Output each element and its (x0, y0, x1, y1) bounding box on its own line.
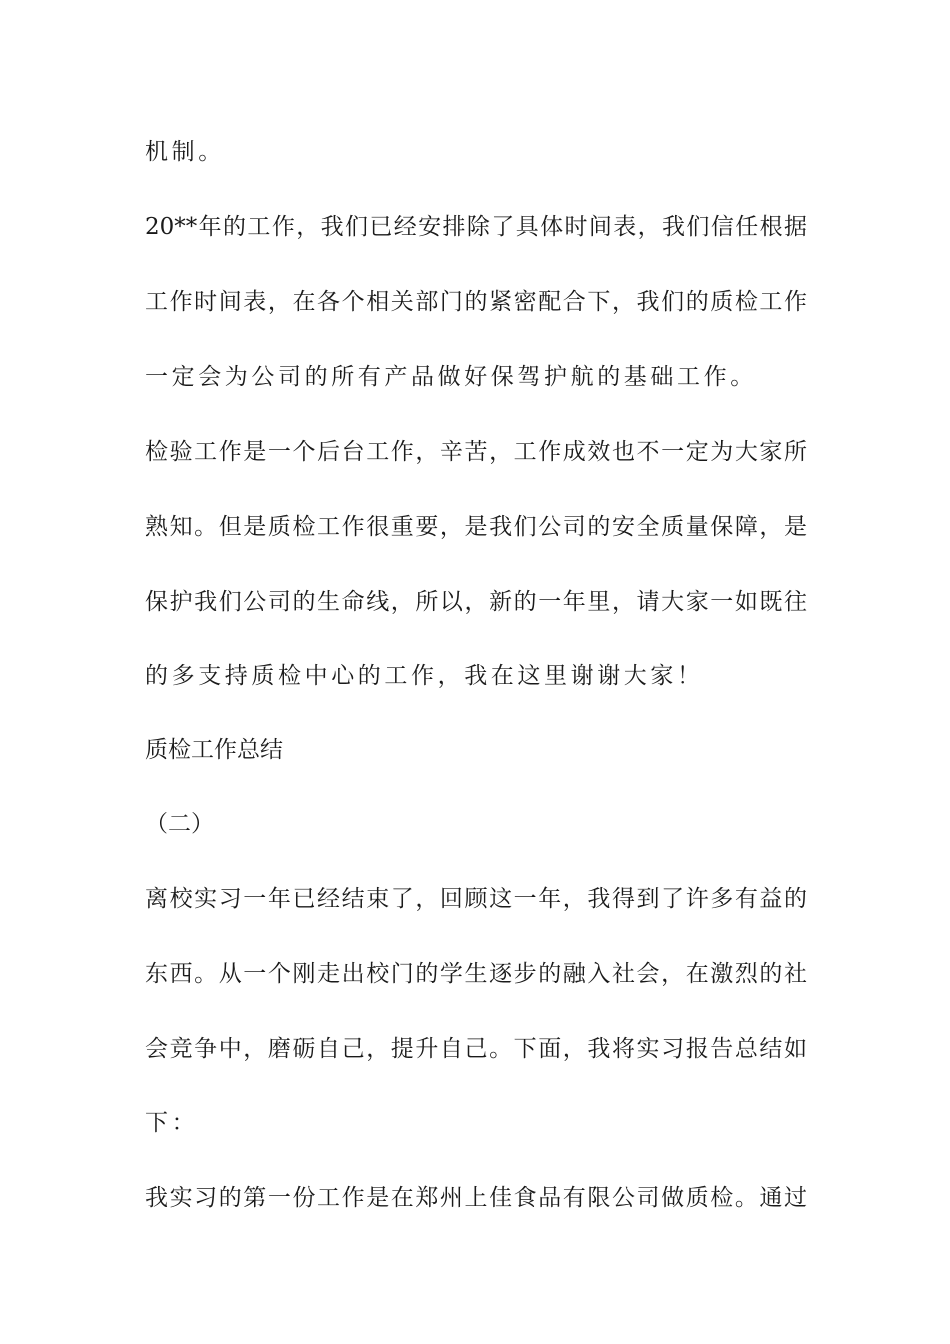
text-line-1: 机制。 (145, 139, 225, 165)
text-line-5: 检验工作是一个后台工作，辛苦，工作成效也不一定为大家所 (145, 439, 807, 465)
text-line-12: 东西。从一个刚走出校门的学生逐步的融入社会，在激烈的社 (145, 961, 807, 987)
text-line-13: 会竞争中，磨砺自己，提升自己。下面，我将实习报告总结如 (145, 1036, 807, 1062)
text-line-7: 保护我们公司的生命线，所以，新的一年里，请大家一如既往 (145, 589, 807, 615)
section-number: （二） (145, 811, 214, 837)
text-line-4: 一定会为公司的所有产品做好保驾护航的基础工作。 (145, 364, 757, 390)
text-line-15: 我实习的第一份工作是在郑州上佳食品有限公司做质检。通过 (145, 1185, 807, 1211)
text-line-14: 下： (145, 1110, 199, 1136)
text-line-3: 工作时间表，在各个相关部门的紧密配合下，我们的质检工作 (145, 289, 807, 315)
text-line-8: 的多支持质检中心的工作，我在这里谢谢大家！ (145, 663, 704, 689)
text-line-2: 20**年的工作，我们已经安排除了具体时间表，我们信任根据 (145, 214, 807, 240)
text-line-6: 熟知。但是质检工作很重要，是我们公司的安全质量保障，是 (145, 514, 807, 540)
section-heading: 质检工作总结 (145, 737, 283, 763)
text-line-11: 离校实习一年已经结束了，回顾这一年，我得到了许多有益的 (145, 886, 807, 912)
